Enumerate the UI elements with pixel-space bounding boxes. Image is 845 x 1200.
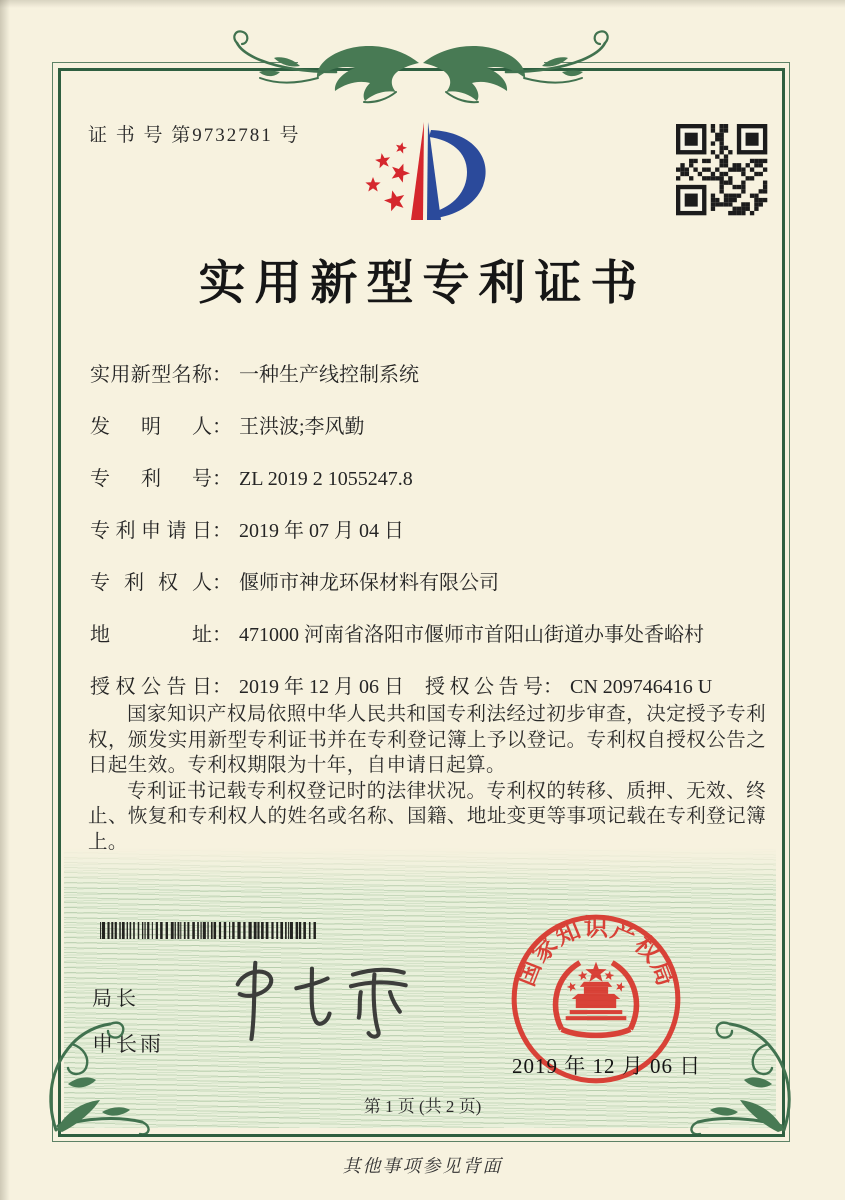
cnipa-logo xyxy=(335,108,510,240)
scan-edge-shadow-top xyxy=(0,0,845,8)
field-row-name xyxy=(90,358,419,387)
field-label: 授权公告号 xyxy=(425,676,543,698)
officer-name: 申长雨 xyxy=(92,1032,164,1056)
field-value: 2019 年 07 月 04 日 xyxy=(239,520,404,542)
page-number: 第 1 页 (共 2 页) xyxy=(363,1097,482,1116)
top-border-ornament xyxy=(206,20,636,106)
qr-code xyxy=(676,124,768,216)
certificate-number: 证 书 号 第9732781 号 xyxy=(88,125,301,146)
field-row-patentee xyxy=(90,566,499,595)
field-row-inventor xyxy=(90,410,365,439)
corner-ornament-left xyxy=(38,984,188,1134)
field-row-filing-date xyxy=(90,514,404,543)
colon: ： xyxy=(212,416,232,438)
field-row-address xyxy=(90,618,704,647)
officer-title: 局长 xyxy=(92,988,140,1010)
field-label: 专利权人 xyxy=(90,572,212,594)
field-label: 授权公告日 xyxy=(90,676,212,698)
colon: ： xyxy=(212,676,232,698)
legal-paragraph-1: 国家知识产权局依照中华人民共和国专利法经过初步审查，决定授予专利权，颁发实用新型专利证书并在专利登记簿上予以登记。专利权自授权公告之日起生效。专利权期限为十年，自申请日起算。 xyxy=(88,704,766,777)
colon: ： xyxy=(212,468,232,490)
field-label: 地址 xyxy=(90,624,212,646)
field-value: ZL 2019 2 1055247.8 xyxy=(239,468,413,490)
barcode xyxy=(100,922,322,939)
colon: ： xyxy=(212,520,232,542)
seal-national-emblem xyxy=(556,962,637,1036)
field-row-patent-no xyxy=(90,462,413,491)
seal-date: 2019 年 12 月 06 日 xyxy=(512,1054,702,1078)
back-side-note: 其他事项参见背面 xyxy=(342,1156,503,1176)
field-grant-number xyxy=(425,670,712,699)
colon: ： xyxy=(212,572,232,594)
legal-paragraph-2: 专利证书记载专利权登记时的法律状况。专利权的转移、质押、无效、终止、恢复和专利权人的姓名或名称、国籍、地址变更等事项记载在专利登记簿上。 xyxy=(88,780,766,853)
svg-text:国家知识产权局 xyxy=(513,915,680,991)
field-label: 专利申请日 xyxy=(90,520,212,542)
field-value: 偃师市神龙环保材料有限公司 xyxy=(239,572,499,594)
certificate-title: 实用新型专利证书 xyxy=(198,258,647,310)
field-label: 发明人 xyxy=(90,416,212,438)
field-value: 471000 河南省洛阳市偃师市首阳山街道办事处香峪村 xyxy=(239,624,704,646)
colon: ： xyxy=(212,624,232,646)
colon: ： xyxy=(212,364,232,386)
signature-shen-changyu xyxy=(228,948,433,1048)
field-value: 一种生产线控制系统 xyxy=(239,364,419,386)
colon: ： xyxy=(543,676,563,698)
logo-spire-red xyxy=(411,122,424,220)
field-value: 2019 年 12 月 06 日 xyxy=(239,676,404,698)
seal-text: 国家知识产权局 xyxy=(512,914,680,991)
scan-edge-shadow-left xyxy=(0,0,10,1200)
field-label: 专利号 xyxy=(90,468,212,490)
field-value: CN 209746416 U xyxy=(570,676,713,698)
field-row-grant xyxy=(90,670,713,699)
field-label: 实用新型名称 xyxy=(90,364,212,386)
field-value: 王洪波;李风勤 xyxy=(239,416,365,438)
legal-text xyxy=(88,702,766,856)
